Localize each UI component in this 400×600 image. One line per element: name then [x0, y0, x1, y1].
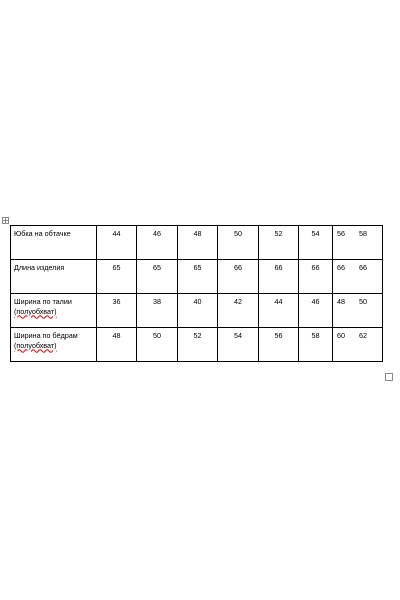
size-value: 62 — [359, 331, 367, 340]
size-value-cell[interactable]: 40 — [178, 294, 218, 328]
table-row — [11, 294, 383, 328]
size-value-cell[interactable]: 44 — [97, 226, 137, 260]
size-value: 50 — [359, 297, 367, 306]
size-value-cell[interactable]: 65 — [178, 260, 218, 294]
size-value-cell[interactable]: 38 — [137, 294, 178, 328]
size-value-cell[interactable]: 48 — [97, 328, 137, 362]
size-value-cell[interactable]: 54 — [299, 226, 333, 260]
row-label-line: Юбка на обтачке — [14, 229, 71, 238]
size-value-cell[interactable]: 52 — [259, 226, 299, 260]
size-value-cell[interactable]: 56 — [259, 328, 299, 362]
size-value-cell[interactable]: 46 — [137, 226, 178, 260]
size-value-cell[interactable]: 66 — [259, 260, 299, 294]
row-label-line: Длина изделия — [14, 263, 65, 272]
size-value: 56 — [337, 229, 345, 238]
size-value-cell[interactable]: 65 — [137, 260, 178, 294]
row-label-line: Ширина по талии — [14, 297, 72, 306]
size-value-cell[interactable]: 48 — [178, 226, 218, 260]
size-value: 58 — [359, 229, 367, 238]
size-value-cell[interactable]: 36 — [97, 294, 137, 328]
table-row — [11, 226, 383, 260]
size-value-cell[interactable]: 66 — [299, 260, 333, 294]
size-value-cell[interactable]: 52 — [178, 328, 218, 362]
size-value: 66 — [337, 263, 345, 272]
row-label-cell[interactable] — [11, 294, 97, 328]
size-value: 60 — [337, 331, 345, 340]
size-value-cell[interactable]: 44 — [259, 294, 299, 328]
size-value-cell[interactable]: 54 — [218, 328, 259, 362]
size-value-cell-pair[interactable] — [333, 260, 383, 294]
size-value-cell-pair[interactable] — [333, 226, 383, 260]
row-label-line: (полуобхват) — [14, 306, 57, 316]
table-row — [11, 328, 383, 362]
row-label-cell[interactable] — [11, 260, 97, 294]
move-arrows-icon — [3, 218, 8, 223]
size-value-cell[interactable]: 42 — [218, 294, 259, 328]
size-value-cell[interactable]: 65 — [97, 260, 137, 294]
row-label-cell[interactable] — [11, 328, 97, 362]
size-value-cell-pair[interactable] — [333, 294, 383, 328]
table-row — [11, 260, 383, 294]
table-body — [11, 226, 383, 362]
size-chart-table — [10, 225, 383, 362]
table-resize-handle-icon[interactable] — [385, 373, 393, 381]
size-value: 48 — [337, 297, 345, 306]
size-value-cell[interactable]: 50 — [137, 328, 178, 362]
size-value-cell-pair[interactable] — [333, 328, 383, 362]
size-value-cell[interactable]: 50 — [218, 226, 259, 260]
row-label-cell[interactable] — [11, 226, 97, 260]
size-value-cell[interactable]: 58 — [299, 328, 333, 362]
size-value: 66 — [359, 263, 367, 272]
row-label-line: Ширина по бёдрам — [14, 331, 78, 340]
size-value-cell[interactable]: 46 — [299, 294, 333, 328]
size-value-cell[interactable]: 66 — [218, 260, 259, 294]
table-move-handle-icon[interactable] — [2, 217, 9, 224]
row-label-line: (полуобхват) — [14, 340, 57, 350]
